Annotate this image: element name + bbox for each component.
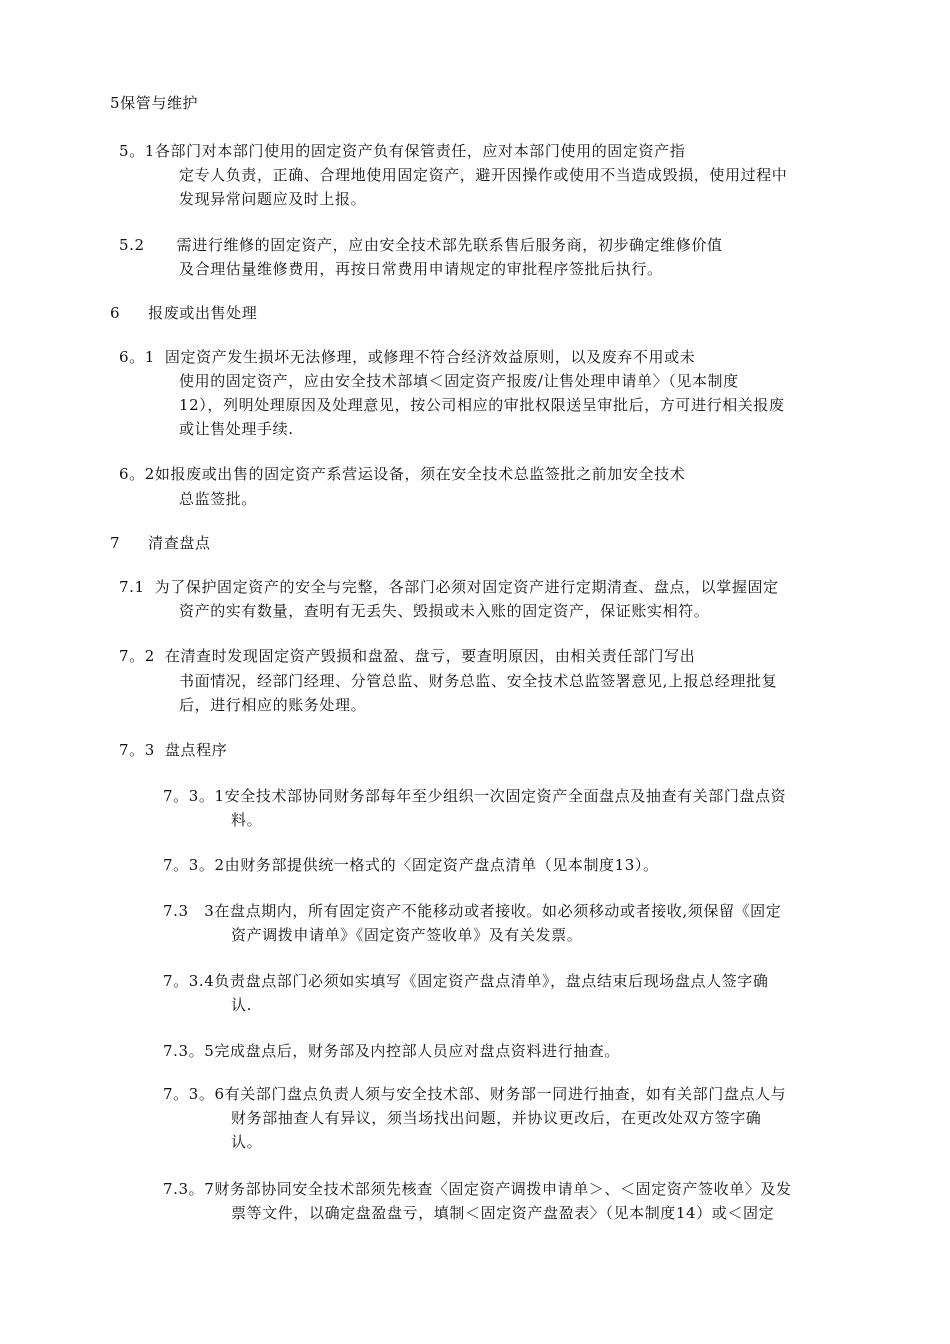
item-text: 为了保护固定资产的安全与完整，各部门必须对固定资产进行定期清查、盘点，以掌握固定 (154, 578, 779, 596)
item-text: 盘点程序 (164, 741, 228, 759)
item-6-1-line: 使用的固定资产，应由安全技术部填＜固定资产报废/让售处理申请单〉（见本制度 (179, 372, 739, 390)
item-number: 7.1 (119, 578, 145, 596)
item-7-2-first-line (119, 645, 695, 667)
item-text: 各部门对本部门使用的固定资产负有保管责任，应对本部门使用的固定资产指 (154, 142, 686, 160)
subitem-7-3-6-line: 认。 (231, 1133, 263, 1151)
subitem-7-3-5-first-line (163, 1040, 620, 1062)
item-7-1-first-line (119, 576, 779, 598)
subitem-7-3-2-first-line (163, 854, 659, 876)
item-7-3-heading (119, 739, 227, 761)
item-number: 7。2 (119, 647, 155, 665)
item-6-2-first-line (119, 463, 685, 485)
section-heading-5: 5保管与维护 (110, 94, 199, 112)
item-text: 如报废或出售的固定资产系营运设备，须在安全技术总监签批之前加安全技术 (154, 465, 686, 483)
subitem-7-3-1-first-line (163, 785, 786, 807)
subitem-7-3-7-first-line (163, 1178, 792, 1200)
subitem-text: 在盘点期内，所有固定资产不能移动或者接收。如必须移动或者接收,须保留《固定 (214, 902, 782, 920)
subitem-7-3-1-line: 料。 (231, 811, 263, 829)
subitem-number: 7.3。7 (163, 1180, 215, 1198)
item-number: 6。1 (119, 348, 155, 366)
subitem-7-3-6-first-line (163, 1083, 786, 1105)
item-7-2-line: 后，进行相应的账务处理。 (179, 696, 367, 714)
subitem-text: 财务部协同安全技术部须先核查〈固定资产调拨申请单＞、＜固定资产签收单〉及发 (214, 1180, 792, 1198)
item-number: 5。1 (119, 142, 155, 160)
section-number: 6 (110, 304, 121, 322)
item-number: 6。2 (119, 465, 155, 483)
item-5-1-line: 定专人负责，正确、合理地使用固定资产，避开因操作或使用不当造成毁损，使用过程中 (179, 166, 788, 184)
subitem-7-3-7-line: 票等文件，以确定盘盈盘亏，填制＜固定资产盘盈表〉（见本制度14）或＜固定 (231, 1204, 775, 1222)
item-number: 5.2 (119, 236, 145, 254)
item-text: 在清查时发现固定资产毁损和盘盈、盘亏，要查明原因，由相关责任部门写出 (164, 647, 696, 665)
subitem-number: 7。3。6 (163, 1085, 225, 1103)
subitem-7-3-3-first-line (163, 900, 781, 922)
section-heading-6 (110, 302, 257, 324)
item-6-1-line: 或让售处理手续. (179, 420, 294, 438)
subitem-number: 7。3.4 (163, 972, 215, 990)
item-6-1-line: 12），列明处理原因及处理意见，按公司相应的审批权限送呈审批后，方可进行相关报废 (179, 396, 785, 414)
subitem-number: 7。3。2 (163, 856, 225, 874)
subitem-7-3-4-line: 认. (231, 996, 252, 1014)
subitem-number: 7.3 3 (163, 902, 215, 920)
subitem-7-3-4-first-line (163, 970, 769, 992)
item-5-2-line: 及合理估量维修费用，再按日常费用申请规定的审批程序签批后执行。 (179, 260, 663, 278)
subitem-text: 负责盘点部门必须如实填写《固定资产盘点清单》，盘点结束后现场盘点人签字确 (214, 972, 769, 990)
subitem-number: 7.3。5 (163, 1042, 215, 1060)
subitem-7-3-3-line: 资产调拨申请单》《固定资产签收单》及有关发票。 (231, 926, 583, 944)
item-5-2-first-line (119, 234, 723, 256)
subitem-text: 有关部门盘点负责人须与安全技术部、财务部一同进行抽查，如有关部门盘点人与 (224, 1085, 787, 1103)
section-title: 报废或出售处理 (148, 304, 258, 322)
section-number: 7 (110, 534, 121, 552)
item-7-1-line: 资产的实有数量，查明有无丢失、毁损或未入账的固定资产，保证账实相符。 (179, 602, 710, 620)
item-text: 需进行维修的固定资产，应由安全技术部先联系售后服务商，初步确定维修价值 (176, 236, 723, 254)
subitem-text: 由财务部提供统一格式的〈固定资产盘点清单（见本制度13）。 (224, 856, 659, 874)
item-5-1-line: 发现异常问题应及时上报。 (179, 190, 367, 208)
item-6-1-first-line (119, 346, 695, 368)
section-heading-7 (110, 532, 211, 554)
item-7-2-line: 书面情况，经部门经理、分管总监、财务总监、安全技术总监签署意见,上报总经理批复 (179, 672, 778, 690)
item-5-1-first-line (119, 140, 685, 162)
subitem-text: 完成盘点后，财务部及内控部人员应对盘点资料进行抽查。 (214, 1042, 621, 1060)
subitem-number: 7。3。1 (163, 787, 225, 805)
subitem-text: 安全技术部协同财务部每年至少组织一次固定资产全面盘点及抽查有关部门盘点资 (224, 787, 787, 805)
section-title: 清查盘点 (148, 534, 211, 552)
subitem-7-3-6-line: 财务部抽查人有异议，须当场找出问题，并协议更改后，在更改处双方签字确 (231, 1109, 762, 1127)
item-number: 7。3 (119, 741, 155, 759)
item-6-2-line: 总监签批。 (179, 490, 258, 508)
item-text: 固定资产发生损坏无法修理，或修理不符合经济效益原则，以及废弃不用或未 (164, 348, 696, 366)
